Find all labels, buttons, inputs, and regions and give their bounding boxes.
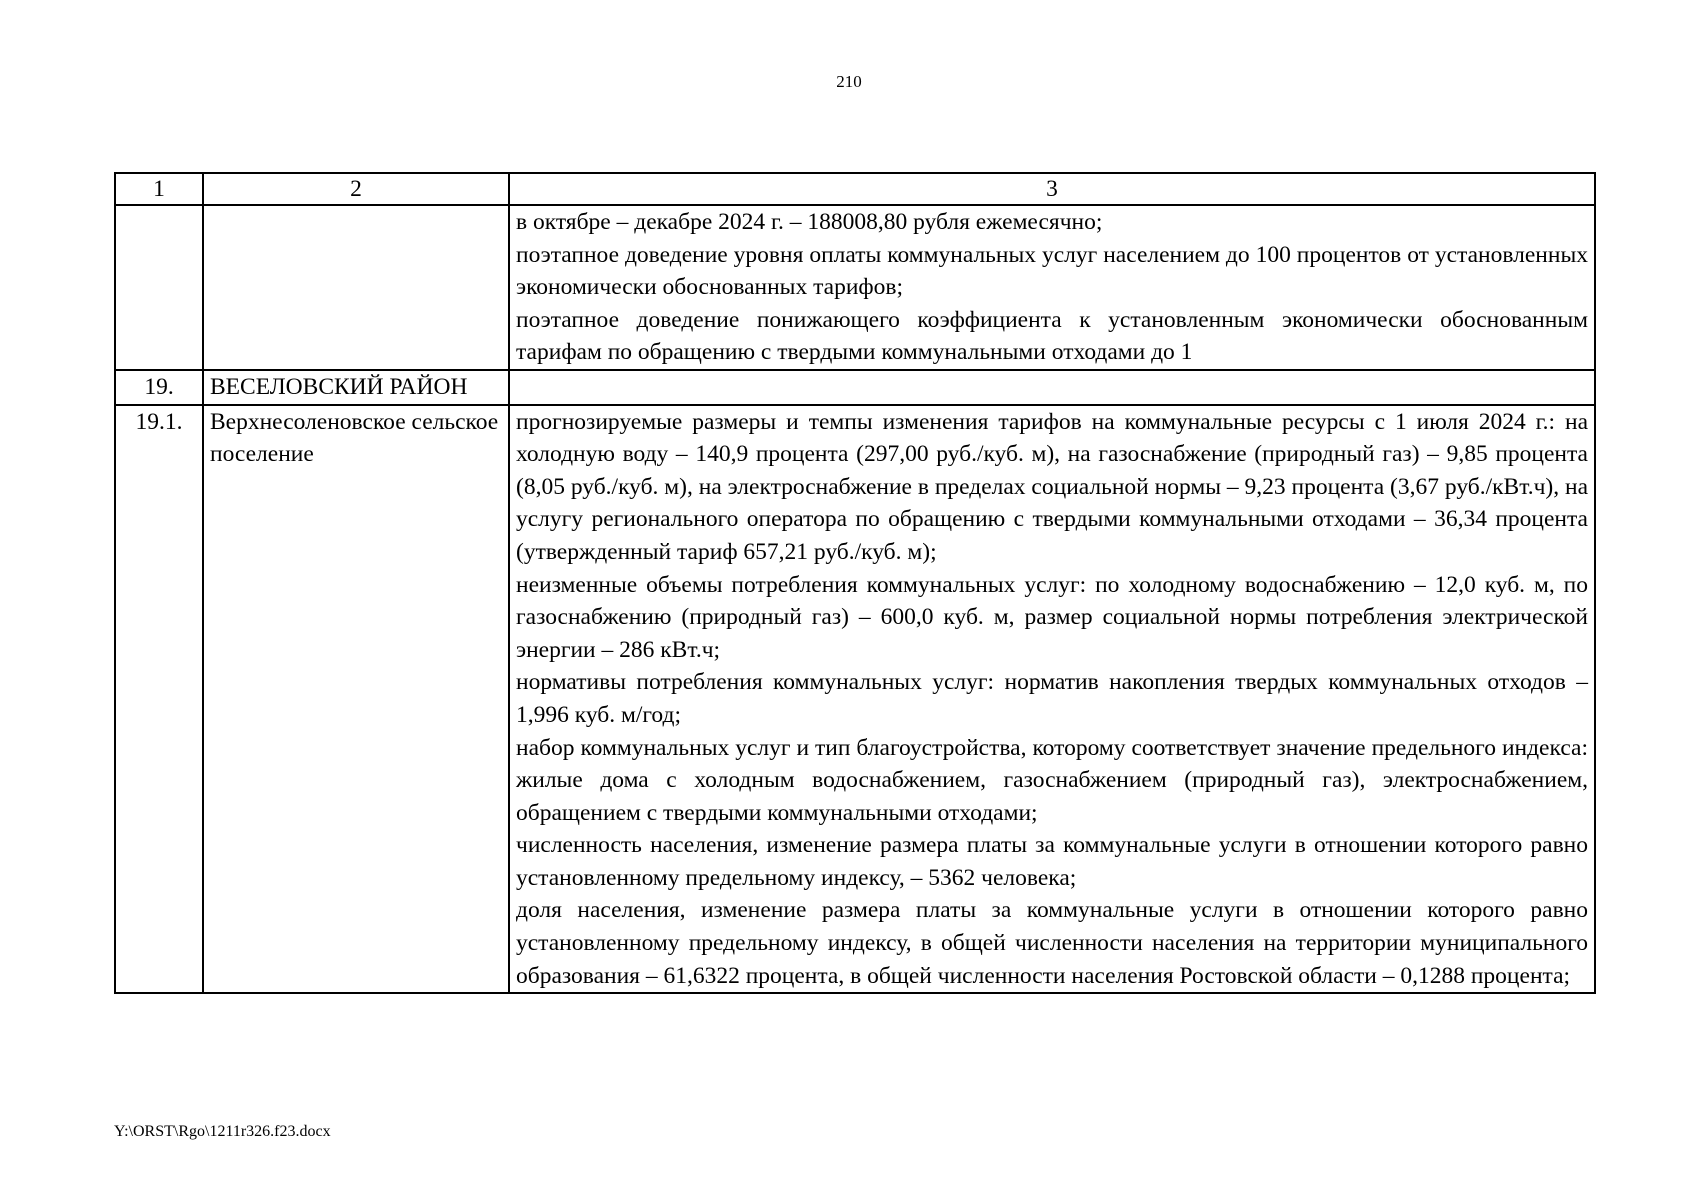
- settlement-number: 19.1.: [115, 405, 203, 994]
- empty-number-cell: [115, 205, 203, 370]
- settlement-paragraph: численность населения, изменение размера платы за коммунальные услуги в отношении которого равно установленному предельному индексу, – 5362 человека;: [516, 832, 1588, 891]
- empty-name-cell: [203, 205, 509, 370]
- continued-paragraph: в октябре – декабре 2024 г. – 188008,80 рубля ежемесячно;: [516, 209, 1103, 235]
- footer-file-path: Y:\ORST\Rgo\1211r326.f23.docx: [114, 1123, 331, 1140]
- district-number: 19.: [115, 370, 203, 405]
- continued-paragraph: поэтапное доведение понижающего коэффициента к установленным экономически обоснованным тарифам по обращению с твердыми коммунальными отходами до 1: [516, 306, 1588, 366]
- continued-text-cell: [509, 205, 1595, 370]
- district-name: ВЕСЕЛОВСКИЙ РАЙОН: [203, 370, 509, 405]
- table-header-row: [115, 173, 1595, 205]
- settlement-paragraph: доля населения, изменение размера платы за коммунальные услуги в отношении которого равно установленному предельному индексу, в общей численности населения на территории муниципального образования – 61,6322 процента, в общей численности населения Ростовской области – 0,1288 процента;: [516, 897, 1588, 989]
- table-row-district: [115, 370, 1595, 405]
- column-header-2: 2: [203, 173, 509, 205]
- column-header-3: 3: [509, 173, 1595, 205]
- tariff-table: [114, 172, 1596, 994]
- page-number: 210: [836, 72, 862, 91]
- table-row-continued: [115, 205, 1595, 370]
- settlement-paragraph: набор коммунальных услуг и тип благоустройства, которому соответствует значение предельного индекса: жилые дома с холодным водоснабжением, газоснабжением (природный газ), электроснабжением, обращением с твердыми коммунальными отходами;: [516, 734, 1588, 826]
- continued-paragraph: поэтапное доведение уровня оплаты коммунальных услуг населением до 100 процентов от установленных экономически обоснованных тарифов;: [516, 241, 1588, 301]
- district-empty-cell: [509, 370, 1595, 405]
- settlement-text-cell: [509, 405, 1595, 994]
- settlement-paragraph: прогнозируемые размеры и темпы изменения тарифов на коммунальные ресурсы с 1 июля 2024 г.: на холодную воду – 140,9 процента (297,00 руб./куб. м), на газоснабжение (природный газ) – 9,85 процента (8,05 руб./куб. м), на электроснабжение в пределах социальной нормы – 9,23 процента (3,67 руб./кВт.ч), на услугу регионального оператора по обращению с твердыми коммунальными отходами – 36,34 процента (утвержденный тариф 657,21 руб./куб. м);: [516, 408, 1588, 565]
- column-header-1: 1: [115, 173, 203, 205]
- settlement-paragraph: неизменные объемы потребления коммунальных услуг: по холодному водоснабжению – 12,0 куб. м, по газоснабжению (природный газ) – 600,0 куб. м, размер социальной нормы потребления электрической энергии – 286 кВт.ч;: [516, 571, 1588, 663]
- settlement-name: Верхнесоленовское сельское поселение: [203, 405, 509, 994]
- settlement-paragraph: нормативы потребления коммунальных услуг: норматив накопления твердых коммунальных отходов – 1,996 куб. м/год;: [516, 669, 1588, 728]
- table-row-settlement: [115, 405, 1595, 994]
